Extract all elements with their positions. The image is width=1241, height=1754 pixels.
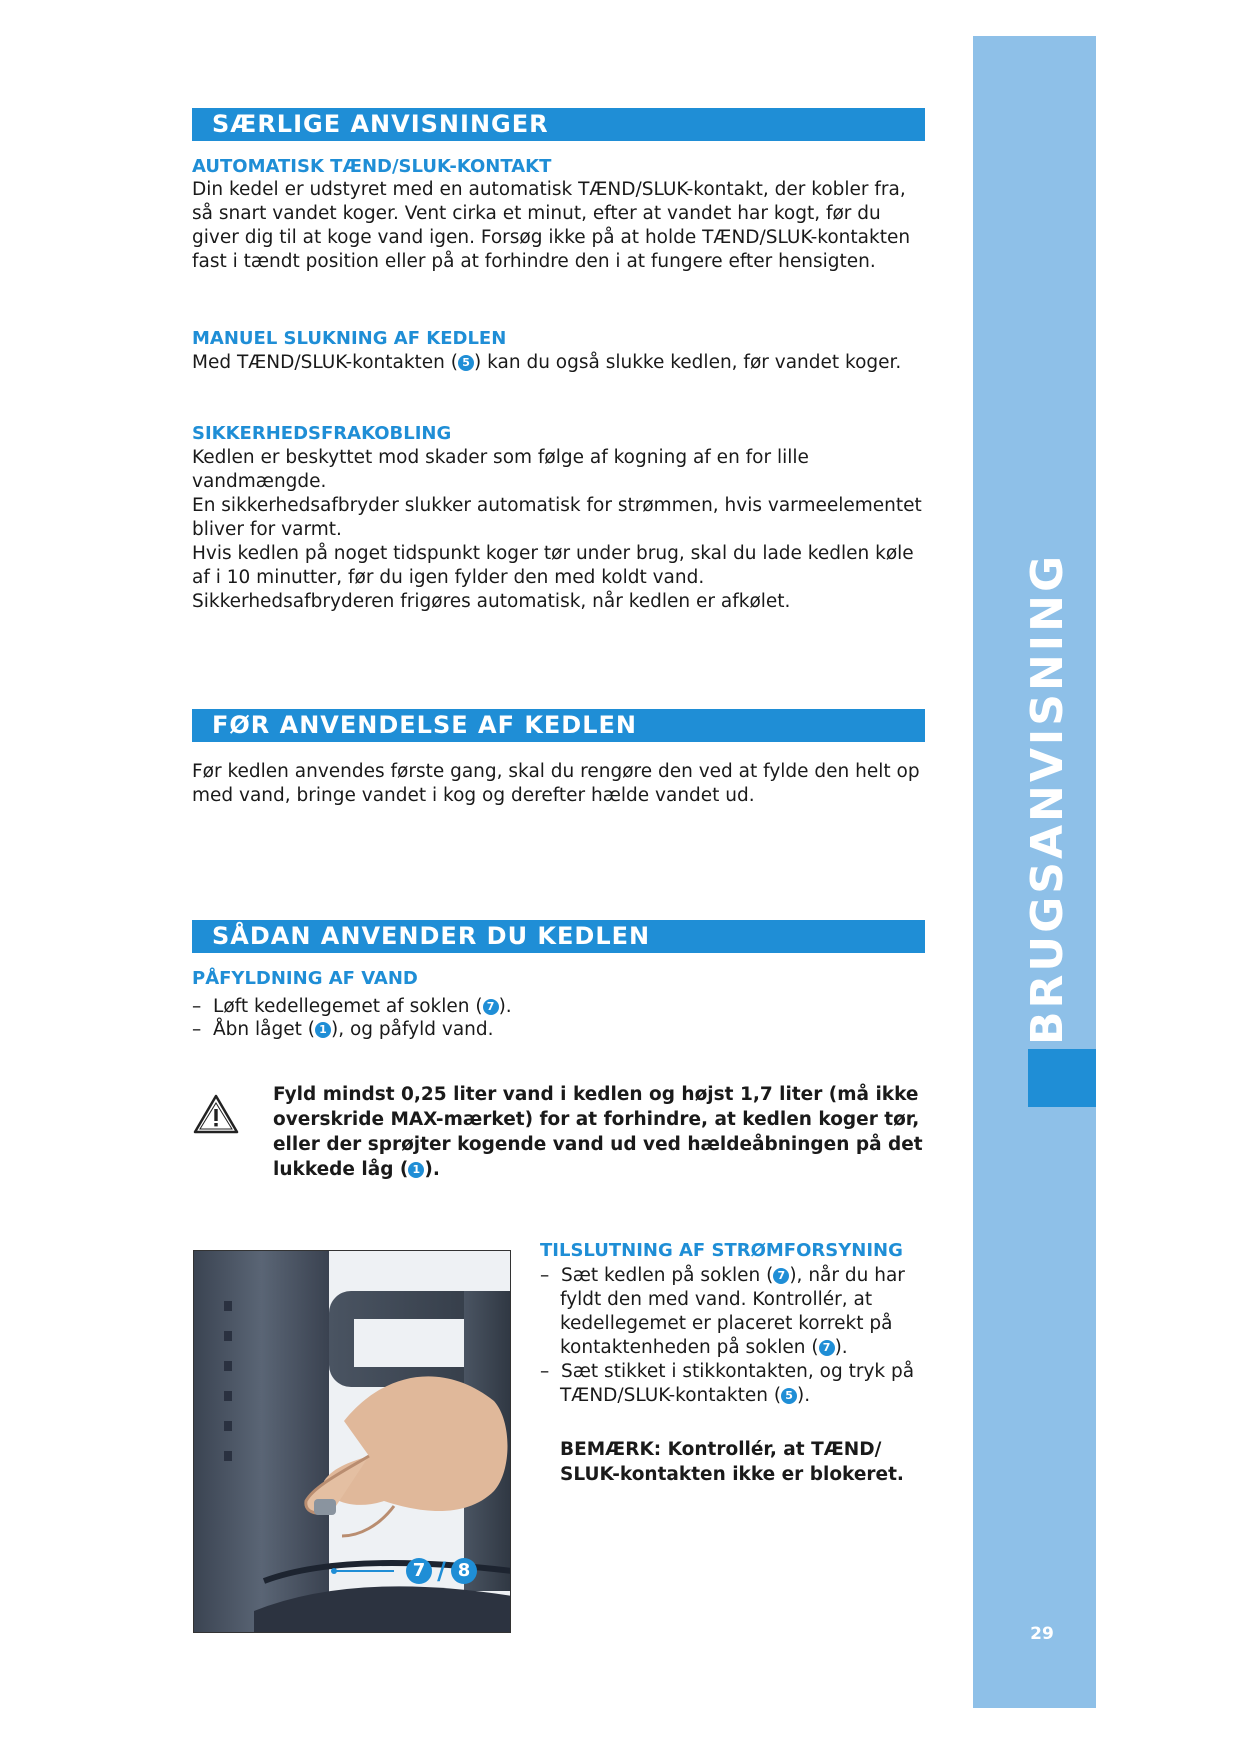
- number-badge: 5: [458, 355, 474, 371]
- paragraph-safety-cutoff: [192, 446, 932, 614]
- warning-icon: [192, 1093, 240, 1135]
- number-badge: 7: [483, 999, 499, 1015]
- paragraph-manual-off: [192, 351, 932, 375]
- list-item: [192, 1018, 494, 1042]
- power-instructions: [540, 1264, 940, 1408]
- warning-text: [273, 1082, 933, 1182]
- text-line: kedellegemet er placeret korrekt på: [560, 1313, 893, 1334]
- text-line: fast i tændt position eller på at forhindre den i at fungere efter hensigten.: [192, 251, 876, 272]
- heading-power-supply: TILSLUTNING AF STRØMFORSYNING: [540, 1240, 903, 1261]
- text-segment: ).: [797, 1385, 811, 1406]
- text-segment: ).: [424, 1159, 440, 1180]
- text-line: eller der sprøjter kogende vand ud ved hældeåbningen på det: [273, 1134, 923, 1155]
- text-segment: ), når du har: [789, 1265, 905, 1286]
- text-segment: lukkede låg (: [273, 1159, 409, 1180]
- sidebar-title: BRUGSANVISNING: [1022, 552, 1073, 1045]
- text-line: fyldt den med vand. Kontrollér, at: [560, 1289, 873, 1310]
- heading-filling-water: PÅFYLDNING AF VAND: [192, 968, 418, 989]
- section-title-special-instructions: SÆRLIGE ANVISNINGER: [192, 108, 925, 141]
- text-segment: Sæt kedlen på soklen (: [561, 1265, 774, 1286]
- list-item: [192, 995, 512, 1019]
- text-segment: Med TÆND/SLUK-kontakten (: [192, 352, 459, 373]
- list-dash: –: [540, 1361, 550, 1382]
- number-badge: 1: [315, 1022, 331, 1038]
- number-badge: 7: [819, 1340, 835, 1356]
- text-line: overskride MAX-mærket) for at forhindre, at kedlen koger tør,: [273, 1109, 920, 1130]
- text-line: BEMÆRK: Kontrollér, at TÆND/: [560, 1439, 882, 1460]
- text-line: [540, 1336, 940, 1360]
- text-line: Kedlen er beskyttet mod skader som følge af kogning af en for lille vandmængde.: [192, 447, 809, 492]
- heading-safety-cutoff: SIKKERHEDSFRAKOBLING: [192, 423, 452, 444]
- number-badge: 5: [781, 1388, 797, 1404]
- text-line: så snart vandet koger. Vent cirka et minut, efter at vandet har kogt, før du: [192, 203, 881, 224]
- text-line: SLUK-kontakten ikke er blokeret.: [560, 1464, 904, 1485]
- text-segment: Løft kedellegemet af soklen (: [213, 996, 483, 1017]
- text-line: bliver for varmt.: [192, 519, 342, 540]
- text-line: [540, 1384, 940, 1408]
- text-line: Fyld mindst 0,25 liter vand i kedlen og højst 1,7 liter (må ikke: [273, 1084, 919, 1105]
- number-badge: 7: [773, 1268, 789, 1284]
- text-line: [540, 1264, 940, 1288]
- list-dash: –: [192, 996, 202, 1017]
- list-dash: –: [540, 1265, 550, 1286]
- kettle-photo: [193, 1250, 511, 1633]
- text-segment: kontaktenheden på soklen (: [560, 1337, 819, 1358]
- text-line: Sikkerhedsafbryderen frigøres automatisk, når kedlen er afkølet.: [192, 591, 791, 612]
- text-line: giver dig til at koge vand igen. Forsøg ikke på at holde TÆND/SLUK-kontakten: [192, 227, 911, 248]
- section-title-how-to-use: SÅDAN ANVENDER DU KEDLEN: [192, 920, 925, 953]
- text-segment: ).: [834, 1337, 848, 1358]
- heading-auto-switch: AUTOMATISK TÆND/SLUK-KONTAKT: [192, 156, 552, 177]
- heading-manual-off: MANUEL SLUKNING AF KEDLEN: [192, 328, 507, 349]
- text-segment: ).: [498, 996, 512, 1017]
- text-segment: Sæt stikket i stikkontakten, og tryk på: [561, 1361, 915, 1382]
- photo-callout: [406, 1557, 477, 1585]
- section-title-before-use: FØR ANVENDELSE AF KEDLEN: [192, 709, 925, 742]
- note-text: [560, 1437, 904, 1487]
- text-line: [273, 1157, 933, 1182]
- number-badge: 7: [406, 1558, 432, 1584]
- paragraph-before-use: [192, 760, 932, 808]
- number-badge: 1: [408, 1162, 424, 1178]
- paragraph-auto-switch: [192, 178, 932, 274]
- text-line: Før kedlen anvendes første gang, skal du rengøre den ved at fylde den helt op: [192, 761, 920, 782]
- page-number: 29: [1030, 1624, 1054, 1644]
- sidebar-accent-block: [1028, 1049, 1096, 1107]
- text-line: En sikkerhedsafbryder slukker automatisk for strømmen, hvis varmeelementet: [192, 495, 922, 516]
- callout-separator: /: [437, 1557, 446, 1585]
- text-segment: TÆND/SLUK-kontakten (: [560, 1385, 782, 1406]
- text-segment: ) kan du også slukke kedlen, før vandet koger.: [474, 352, 902, 373]
- text-line: Din kedel er udstyret med en automatisk TÆND/SLUK-kontakt, der kobler fra,: [192, 179, 906, 200]
- number-badge: 8: [451, 1558, 477, 1584]
- text-segment: Åbn låget (: [213, 1019, 315, 1040]
- text-line: af i 10 minutter, før du igen fylder den med koldt vand.: [192, 567, 705, 588]
- text-line: [540, 1360, 940, 1384]
- text-line: Hvis kedlen på noget tidspunkt koger tør under brug, skal du lade kedlen køle: [192, 543, 914, 564]
- list-dash: –: [192, 1019, 202, 1040]
- text-segment: ), og påfyld vand.: [330, 1019, 494, 1040]
- text-line: med vand, bringe vandet i kog og derefter hælde vandet ud.: [192, 785, 755, 806]
